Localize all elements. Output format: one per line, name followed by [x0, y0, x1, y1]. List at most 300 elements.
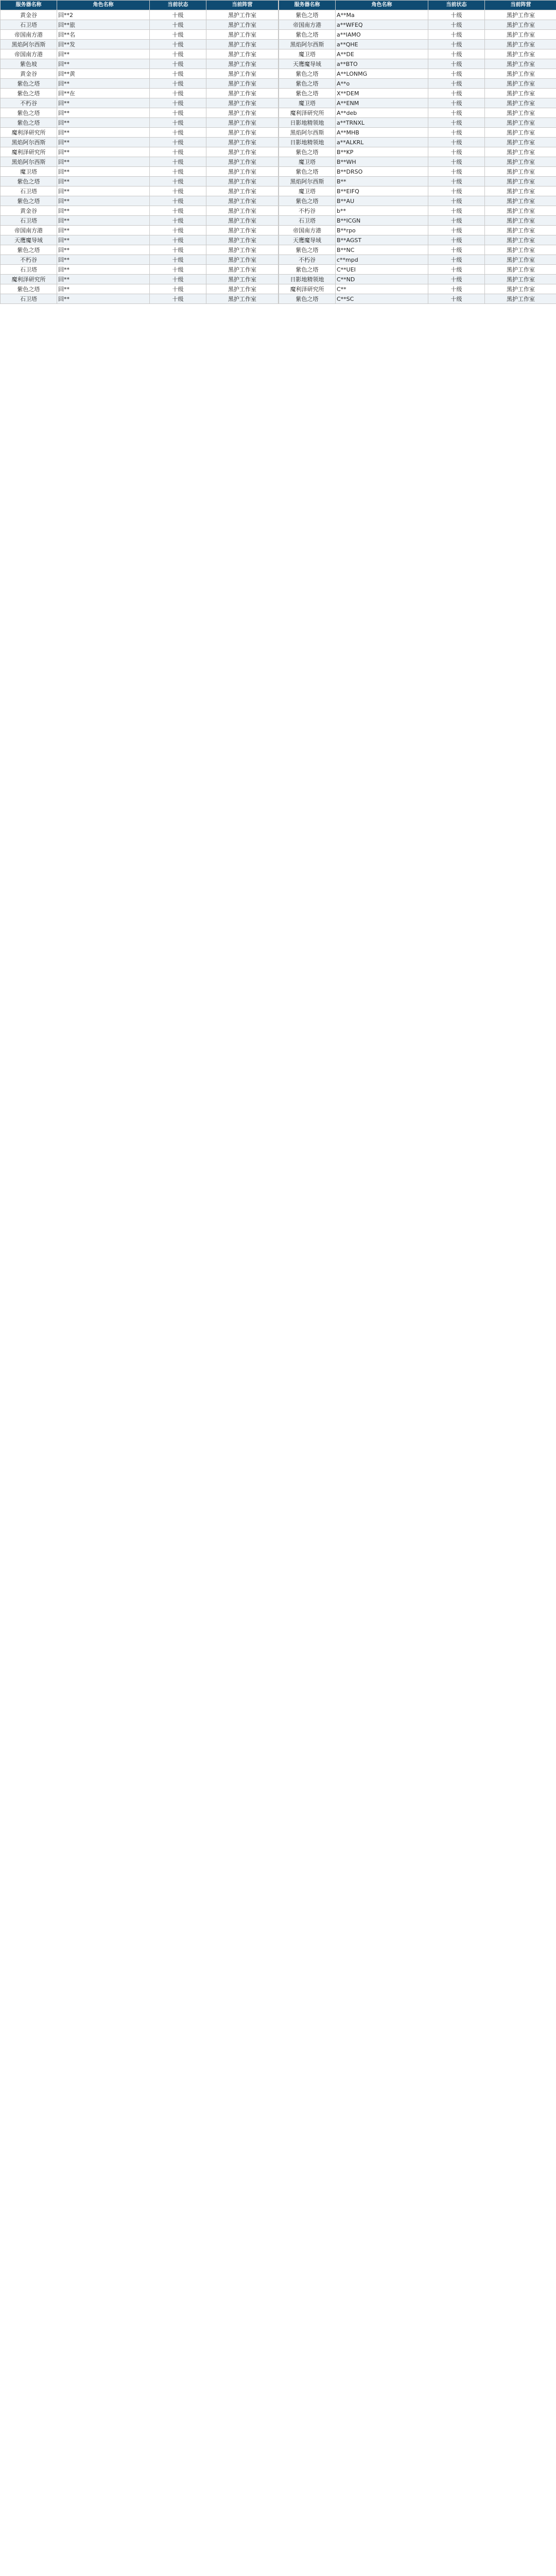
cell-status: 十级 [428, 177, 485, 187]
cell-status: 十级 [428, 294, 485, 304]
cell-faction: 黑护工作室 [206, 187, 279, 196]
cell-faction: 黑护工作室 [485, 177, 556, 187]
table-row [1, 196, 279, 206]
cell-status: 十级 [150, 187, 206, 196]
cell-server: 帝国南方港 [1, 49, 57, 59]
table-row [1, 206, 279, 216]
cell-role: B** [336, 177, 428, 187]
cell-role: 回** [57, 167, 150, 177]
cell-server: 紫色之塔 [279, 89, 336, 98]
table-row [279, 265, 556, 275]
cell-role: 回** [57, 187, 150, 196]
table-row [1, 40, 279, 49]
cell-server: 黑焰阿尔西斯 [1, 157, 57, 167]
cell-server: 紫色之塔 [1, 177, 57, 187]
cell-faction: 黑护工作室 [206, 177, 279, 187]
cell-server: 帝国南方港 [279, 20, 336, 30]
cell-server: 魔卫塔 [1, 167, 57, 177]
cell-role: C**SC [336, 294, 428, 304]
table-row [279, 245, 556, 255]
cell-role: A**LONMG [336, 69, 428, 79]
cell-status: 十级 [150, 147, 206, 157]
cell-server: 紫色之塔 [1, 108, 57, 118]
table-row [279, 196, 556, 206]
table-row [279, 167, 556, 177]
cell-status: 十级 [428, 118, 485, 128]
table-row [279, 20, 556, 30]
cell-role: B**rpo [336, 226, 428, 235]
right-table-body [279, 10, 556, 304]
cell-server: 帝国南方港 [1, 226, 57, 235]
cell-server: 紫色之塔 [279, 79, 336, 89]
cell-faction: 黑护工作室 [485, 10, 556, 20]
cell-status: 十级 [150, 196, 206, 206]
table-row [279, 118, 556, 128]
cell-server: 魔利泽研究所 [279, 108, 336, 118]
cell-faction: 黑护工作室 [206, 128, 279, 138]
cell-status: 十级 [150, 138, 206, 147]
left-table-body [1, 10, 279, 304]
cell-faction: 黑护工作室 [485, 275, 556, 284]
cell-server: 魔利泽研究所 [1, 128, 57, 138]
cell-role: 回** [57, 98, 150, 108]
cell-faction: 黑护工作室 [485, 20, 556, 30]
cell-server: 紫色之塔 [1, 118, 57, 128]
cell-status: 十级 [428, 128, 485, 138]
cell-server: 魔利泽研究所 [1, 275, 57, 284]
cell-server: 黑焰阿尔西斯 [279, 177, 336, 187]
cell-faction: 黑护工作室 [206, 157, 279, 167]
cell-server: 石卫塔 [1, 187, 57, 196]
cell-faction: 黑护工作室 [485, 265, 556, 275]
right-table [279, 0, 556, 304]
cell-faction: 黑护工作室 [206, 69, 279, 79]
cell-role: 回** [57, 59, 150, 69]
cell-role: A**o [336, 79, 428, 89]
cell-server: 石卫塔 [1, 294, 57, 304]
cell-server: 石卫塔 [279, 216, 336, 226]
table-row [279, 226, 556, 235]
cell-faction: 黑护工作室 [206, 138, 279, 147]
cell-role: B**AGST [336, 235, 428, 245]
table-row [1, 245, 279, 255]
cell-server: 黄金谷 [1, 206, 57, 216]
cell-status: 十级 [150, 177, 206, 187]
cell-faction: 黑护工作室 [206, 275, 279, 284]
cell-server: 黑焰阿尔西斯 [279, 128, 336, 138]
cell-faction: 黑护工作室 [485, 118, 556, 128]
cell-faction: 黑护工作室 [206, 255, 279, 265]
cell-role: C** [336, 284, 428, 294]
cell-status: 十级 [428, 69, 485, 79]
cell-status: 十级 [150, 79, 206, 89]
cell-server: 魔卫塔 [279, 49, 336, 59]
cell-role: A**MHB [336, 128, 428, 138]
cell-server: 不朽谷 [1, 98, 57, 108]
cell-status: 十级 [150, 69, 206, 79]
cell-faction: 黑护工作室 [206, 10, 279, 20]
cell-role: 回** [57, 147, 150, 157]
cell-status: 十级 [150, 59, 206, 69]
cell-server: 黑焰阿尔西斯 [279, 40, 336, 49]
table-row [1, 20, 279, 30]
cell-role: 回** [57, 206, 150, 216]
cell-role: 回**黄 [57, 69, 150, 79]
cell-role: 回** [57, 118, 150, 128]
cell-status: 十级 [428, 206, 485, 216]
cell-role: 回**旅 [57, 20, 150, 30]
cell-faction: 黑护工作室 [206, 89, 279, 98]
cell-status: 十级 [428, 284, 485, 294]
cell-role: 回** [57, 226, 150, 235]
cell-status: 十级 [150, 20, 206, 30]
cell-server: 紫色之塔 [1, 245, 57, 255]
cell-role: 回**在 [57, 89, 150, 98]
table-row [1, 98, 279, 108]
cell-role: 回** [57, 294, 150, 304]
cell-role: c**mpd [336, 255, 428, 265]
cell-server: 黑焰阿尔西斯 [1, 138, 57, 147]
cell-status: 十级 [428, 196, 485, 206]
cell-faction: 黑护工作室 [206, 79, 279, 89]
cell-faction: 黑护工作室 [485, 108, 556, 118]
cell-status: 十级 [428, 108, 485, 118]
cell-role: A**deb [336, 108, 428, 118]
table-row [279, 147, 556, 157]
col-header-faction: 当前阵营 [206, 1, 279, 10]
table-row [1, 216, 279, 226]
cell-role: a**TRNXL [336, 118, 428, 128]
cell-role: C**ND [336, 275, 428, 284]
cell-status: 十级 [428, 59, 485, 69]
cell-status: 十级 [428, 79, 485, 89]
table-row [1, 226, 279, 235]
cell-status: 十级 [428, 226, 485, 235]
cell-server: 帝国南方港 [279, 226, 336, 235]
cell-role: 回** [57, 108, 150, 118]
table-row [279, 79, 556, 89]
cell-faction: 黑护工作室 [206, 196, 279, 206]
cell-status: 十级 [428, 235, 485, 245]
table-row [1, 284, 279, 294]
cell-faction: 黑护工作室 [485, 235, 556, 245]
cell-server: 紫色之塔 [279, 10, 336, 20]
cell-server: 石卫塔 [1, 216, 57, 226]
cell-server: 紫色之塔 [279, 245, 336, 255]
table-row [279, 255, 556, 265]
cell-server: 天鹰魔导域 [279, 235, 336, 245]
cell-server: 不朽谷 [279, 255, 336, 265]
cell-status: 十级 [150, 128, 206, 138]
cell-role: a**QHE [336, 40, 428, 49]
table-row [1, 255, 279, 265]
cell-server: 日影地精领地 [279, 275, 336, 284]
cell-faction: 黑护工作室 [485, 49, 556, 59]
table-row [1, 147, 279, 157]
cell-status: 十级 [428, 245, 485, 255]
cell-faction: 黑护工作室 [485, 89, 556, 98]
cell-role: A**DE [336, 49, 428, 59]
cell-faction: 黑护工作室 [485, 59, 556, 69]
cell-role: B**NC [336, 245, 428, 255]
cell-status: 十级 [428, 255, 485, 265]
cell-server: 黄金谷 [1, 10, 57, 20]
cell-server: 魔利泽研究所 [279, 284, 336, 294]
cell-server: 天鹰魔导域 [1, 235, 57, 245]
table-row [1, 177, 279, 187]
table-row [1, 10, 279, 20]
cell-server: 黄金谷 [1, 69, 57, 79]
cell-server: 魔利泽研究所 [1, 147, 57, 157]
cell-role: 回** [57, 216, 150, 226]
cell-faction: 黑护工作室 [206, 245, 279, 255]
cell-server: 魔卫塔 [279, 187, 336, 196]
cell-faction: 黑护工作室 [206, 108, 279, 118]
cell-status: 十级 [150, 118, 206, 128]
table-row [279, 89, 556, 98]
cell-status: 十级 [150, 49, 206, 59]
cell-server: 紫色之塔 [1, 284, 57, 294]
cell-status: 十级 [428, 167, 485, 177]
cell-status: 十级 [150, 245, 206, 255]
table-row [279, 59, 556, 69]
cell-role: X**DEM [336, 89, 428, 98]
cell-role: 回** [57, 177, 150, 187]
table-row [1, 187, 279, 196]
cell-status: 十级 [150, 235, 206, 245]
table-row [279, 294, 556, 304]
cell-status: 十级 [428, 216, 485, 226]
table-row [279, 206, 556, 216]
cell-faction: 黑护工作室 [485, 206, 556, 216]
cell-status: 十级 [150, 98, 206, 108]
table-header-row [1, 1, 279, 10]
table-header-row [279, 1, 556, 10]
cell-faction: 黑护工作室 [485, 187, 556, 196]
cell-role: A**ENM [336, 98, 428, 108]
table-row [1, 89, 279, 98]
cell-status: 十级 [150, 226, 206, 235]
table-row [279, 69, 556, 79]
cell-role: 回** [57, 235, 150, 245]
cell-faction: 黑护工作室 [485, 294, 556, 304]
cell-status: 十级 [428, 147, 485, 157]
cell-status: 十级 [428, 10, 485, 20]
cell-server: 紫色之塔 [279, 167, 336, 177]
cell-role: 回** [57, 157, 150, 167]
table-row [279, 128, 556, 138]
table-row [1, 157, 279, 167]
table-row [279, 49, 556, 59]
table-row [1, 138, 279, 147]
table-row [1, 167, 279, 177]
table-row [1, 79, 279, 89]
cell-role: 回**发 [57, 40, 150, 49]
table-row [279, 157, 556, 167]
cell-role: a**IAMO [336, 30, 428, 40]
cell-server: 紫色之塔 [1, 89, 57, 98]
table-row [1, 275, 279, 284]
cell-status: 十级 [150, 255, 206, 265]
table-row [279, 216, 556, 226]
col-header-role: 角色名称 [57, 1, 150, 10]
cell-faction: 黑护工作室 [485, 128, 556, 138]
cell-faction: 黑护工作室 [206, 49, 279, 59]
cell-status: 十级 [150, 30, 206, 40]
table-row [1, 118, 279, 128]
table-row [279, 187, 556, 196]
cell-server: 紫色之塔 [1, 196, 57, 206]
cell-role: a**WFEQ [336, 20, 428, 30]
table-row [279, 10, 556, 20]
cell-faction: 黑护工作室 [206, 147, 279, 157]
cell-role: 回** [57, 255, 150, 265]
cell-role: B**EIFQ [336, 187, 428, 196]
cell-server: 紫色之塔 [279, 30, 336, 40]
cell-status: 十级 [428, 275, 485, 284]
cell-status: 十级 [150, 206, 206, 216]
cell-status: 十级 [150, 216, 206, 226]
col-header-status: 当前状态 [150, 1, 206, 10]
cell-faction: 黑护工作室 [206, 206, 279, 216]
cell-server: 紫色之塔 [279, 196, 336, 206]
cell-server: 不朽谷 [279, 206, 336, 216]
cell-server: 魔卫塔 [279, 98, 336, 108]
cell-status: 十级 [428, 157, 485, 167]
cell-faction: 黑护工作室 [485, 245, 556, 255]
table-row [1, 265, 279, 275]
table-row [279, 177, 556, 187]
cell-status: 十级 [150, 275, 206, 284]
cell-server: 日影地精领地 [279, 118, 336, 128]
cell-role: 回**名 [57, 30, 150, 40]
cell-faction: 黑护工作室 [206, 216, 279, 226]
col-header-status: 当前状态 [428, 1, 485, 10]
cell-faction: 黑护工作室 [485, 196, 556, 206]
cell-server: 紫色之塔 [279, 294, 336, 304]
cell-status: 十级 [150, 108, 206, 118]
cell-status: 十级 [150, 294, 206, 304]
cell-faction: 黑护工作室 [206, 265, 279, 275]
cell-faction: 黑护工作室 [206, 284, 279, 294]
cell-status: 十级 [150, 265, 206, 275]
cell-faction: 黑护工作室 [206, 30, 279, 40]
cell-role: 回** [57, 128, 150, 138]
cell-server: 石卫塔 [1, 20, 57, 30]
cell-status: 十级 [428, 30, 485, 40]
col-header-server: 服务器名称 [1, 1, 57, 10]
cell-status: 十级 [150, 167, 206, 177]
col-header-role: 角色名称 [336, 1, 428, 10]
cell-role: C**UEI [336, 265, 428, 275]
cell-server: 天鹰魔导域 [279, 59, 336, 69]
cell-status: 十级 [150, 157, 206, 167]
cell-role: 回**2 [57, 10, 150, 20]
table-row [279, 30, 556, 40]
cell-status: 十级 [428, 265, 485, 275]
table-row [1, 128, 279, 138]
cell-status: 十级 [428, 187, 485, 196]
cell-role: 回** [57, 275, 150, 284]
cell-role: B**AU [336, 196, 428, 206]
cell-faction: 黑护工作室 [485, 40, 556, 49]
cell-faction: 黑护工作室 [485, 79, 556, 89]
cell-role: B**KP [336, 147, 428, 157]
table-row [1, 30, 279, 40]
cell-status: 十级 [150, 89, 206, 98]
cell-faction: 黑护工作室 [485, 98, 556, 108]
cell-role: 回** [57, 79, 150, 89]
cell-role: a**ALKRL [336, 138, 428, 147]
table-row [279, 108, 556, 118]
table-row [279, 40, 556, 49]
cell-role: b** [336, 206, 428, 216]
cell-status: 十级 [150, 284, 206, 294]
cell-server: 石卫塔 [1, 265, 57, 275]
cell-faction: 黑护工作室 [485, 284, 556, 294]
col-header-server: 服务器名称 [279, 1, 336, 10]
cell-status: 十级 [428, 138, 485, 147]
cell-faction: 黑护工作室 [206, 20, 279, 30]
cell-status: 十级 [428, 98, 485, 108]
cell-status: 十级 [428, 40, 485, 49]
cell-faction: 黑护工作室 [206, 98, 279, 108]
cell-role: B**DRSO [336, 167, 428, 177]
cell-faction: 黑护工作室 [485, 216, 556, 226]
table-row [1, 59, 279, 69]
cell-role: 回** [57, 265, 150, 275]
table-row [279, 284, 556, 294]
cell-faction: 黑护工作室 [206, 226, 279, 235]
cell-server: 日影地精领地 [279, 138, 336, 147]
table-row [1, 49, 279, 59]
cell-faction: 黑护工作室 [206, 118, 279, 128]
table-row [279, 275, 556, 284]
table-row [279, 98, 556, 108]
cell-faction: 黑护工作室 [485, 69, 556, 79]
cell-server: 紫色之塔 [279, 265, 336, 275]
table-row [1, 69, 279, 79]
cell-role: 回** [57, 245, 150, 255]
cell-server: 不朽谷 [1, 255, 57, 265]
left-table [0, 0, 279, 304]
cell-faction: 黑护工作室 [206, 167, 279, 177]
cell-status: 十级 [428, 20, 485, 30]
col-header-faction: 当前阵营 [485, 1, 556, 10]
table-row [279, 235, 556, 245]
cell-status: 十级 [150, 40, 206, 49]
cell-faction: 黑护工作室 [485, 167, 556, 177]
cell-role: A**Ma [336, 10, 428, 20]
cell-faction: 黑护工作室 [485, 30, 556, 40]
cell-server: 紫色坡 [1, 59, 57, 69]
table-row [1, 235, 279, 245]
cell-server: 帝国南方港 [1, 30, 57, 40]
cell-role: B**ICGN [336, 216, 428, 226]
cell-faction: 黑护工作室 [485, 255, 556, 265]
table-row [1, 108, 279, 118]
cell-role: a**BTO [336, 59, 428, 69]
table-row [1, 294, 279, 304]
cell-role: 回** [57, 196, 150, 206]
cell-role: 回** [57, 284, 150, 294]
cell-role: B**WH [336, 157, 428, 167]
cell-faction: 黑护工作室 [485, 147, 556, 157]
cell-server: 紫色之塔 [279, 69, 336, 79]
cell-status: 十级 [428, 49, 485, 59]
table-row [279, 138, 556, 147]
cell-faction: 黑护工作室 [485, 138, 556, 147]
